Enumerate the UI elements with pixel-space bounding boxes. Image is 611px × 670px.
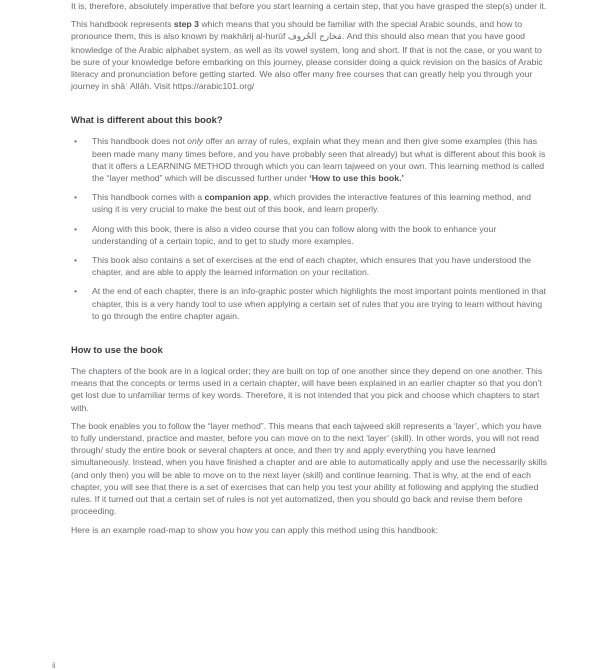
page-text-content — [71, 0, 548, 542]
bullet-marker: • — [74, 192, 78, 203]
list-item — [71, 285, 548, 322]
text-run: Along with this book, there is also a video course that you can follow along with the book to enhance your understanding of a certain topic, and to get to study more examples. — [92, 223, 497, 246]
list-item — [71, 135, 548, 184]
text-run: . And this should also mean that you have good knowledge of the Arabic alphabet system, as well as its vowel system, long and short. If that is not the case, or you want to be sure of your knowledge before embarking on this journey, please consider doing a quick revision on the basics of Arabic literacy and pronunciation before getting started. We also offer many free courses that can greatly help you through your journey in shāʾ Allāh. Visit — [71, 31, 543, 92]
only-emphasis: only — [187, 136, 204, 147]
arabic-makharij-text: مَخارج الحُروف — [287, 32, 342, 43]
how-paragraph-1: The chapters of the book are in a logical order; they are built on top of one another since they depend on one another. This means that the concepts or terms used in a certain chapter, will have been explained in an earlier chapter so that you don’t get lost due to unfamiliar terms of key words. Therefore, it is not intended that you pick and choose which chapters to start with. — [71, 366, 543, 413]
list-item-text — [92, 223, 548, 247]
feature-bullet-list — [71, 135, 548, 322]
arabic101-link[interactable]: https://arabic101.org/ — [172, 81, 255, 92]
text-run: offer an array of rules, explain what they mean and then give some examples (this has been made many many times before, and you have probably seen that already) but what is different about this book is that it offers a LEARNING METHOD through which you can learn tajweed on your own. This learning method is called the “layer method” which will be discussed further under — [92, 136, 546, 184]
step-3-emphasis: step 3 — [173, 19, 199, 30]
bullet-marker: • — [74, 136, 78, 147]
page-number: ii — [52, 661, 56, 670]
list-item-text — [92, 135, 548, 184]
text-run: This book also contains a set of exercises at the end of each chapter, which ensures that you have understood the chapter, and are able to apply the learned information on your recitation. — [92, 255, 531, 278]
intro-paragraph-1: It is, therefore, absolutely imperative that before you start learning a certain step, that you have grasped the step(s) under it. — [71, 1, 547, 11]
bullet-marker: • — [74, 255, 78, 266]
list-item — [71, 223, 548, 247]
list-item — [71, 254, 548, 278]
list-item-text — [92, 191, 548, 215]
list-item-text — [92, 254, 548, 278]
section-heading-how-to-use: How to use the book — [71, 344, 163, 356]
how-to-use-emphasis: ‘How to use this book.’ — [309, 173, 404, 184]
companion-app-emphasis: companion app — [204, 192, 269, 203]
section-heading-what-is-different: What is different about this book? — [71, 114, 223, 126]
bullet-marker: • — [74, 223, 78, 234]
how-paragraph-2: The book enables you to follow the “layer method”. This means that each tajweed skill represents a ‘layer’, which you have to fully understand, practice and master, before you can move on to the next ‘layer’ (skill). In other words, you will not read through/ study the entire book or several chapters at once, and then try and apply everything you have learned simultaneously. Instead, when you have finished a chapter and are able to automatically apply and use the necessarily skills (and only then) you will be able to move on to the next layer (skill) and continue learning. That is why, at the end of each chapter, you will see that there is a set of exercises that can help you test your ability at following and applying the studied rules. If it turned out that a certain set of rules is not yet automatized, then you should go back and revise them before proceeding. — [71, 420, 547, 517]
text-run: This handbook comes with a — [92, 192, 205, 203]
intro-paragraph-2 — [71, 18, 548, 92]
text-run: which means that you should be familiar with the special Arabic sounds, and how to pronounce them, this is also known by makhārij al-hurūf — [71, 19, 523, 42]
text-run: This handbook does not — [92, 136, 188, 147]
text-run: This handbook represents — [71, 19, 174, 30]
list-item — [71, 191, 548, 215]
bullet-marker: • — [74, 286, 78, 297]
text-run: At the end of each chapter, there is an info-graphic poster which highlights the most important points mentioned in that chapter, this is a very handy tool to use when applying a certain set of rules that you are trying to learn without having to go through the entire chapter again. — [92, 286, 546, 321]
list-item-text — [92, 285, 548, 322]
text-run: , which provides the interactive features of this learning method, and using it is very crucial to make the best out of this book, and learn properly. — [92, 192, 531, 215]
how-paragraph-3: Here is an example road-map to show you how you can apply this method using this handbook: — [71, 524, 439, 535]
